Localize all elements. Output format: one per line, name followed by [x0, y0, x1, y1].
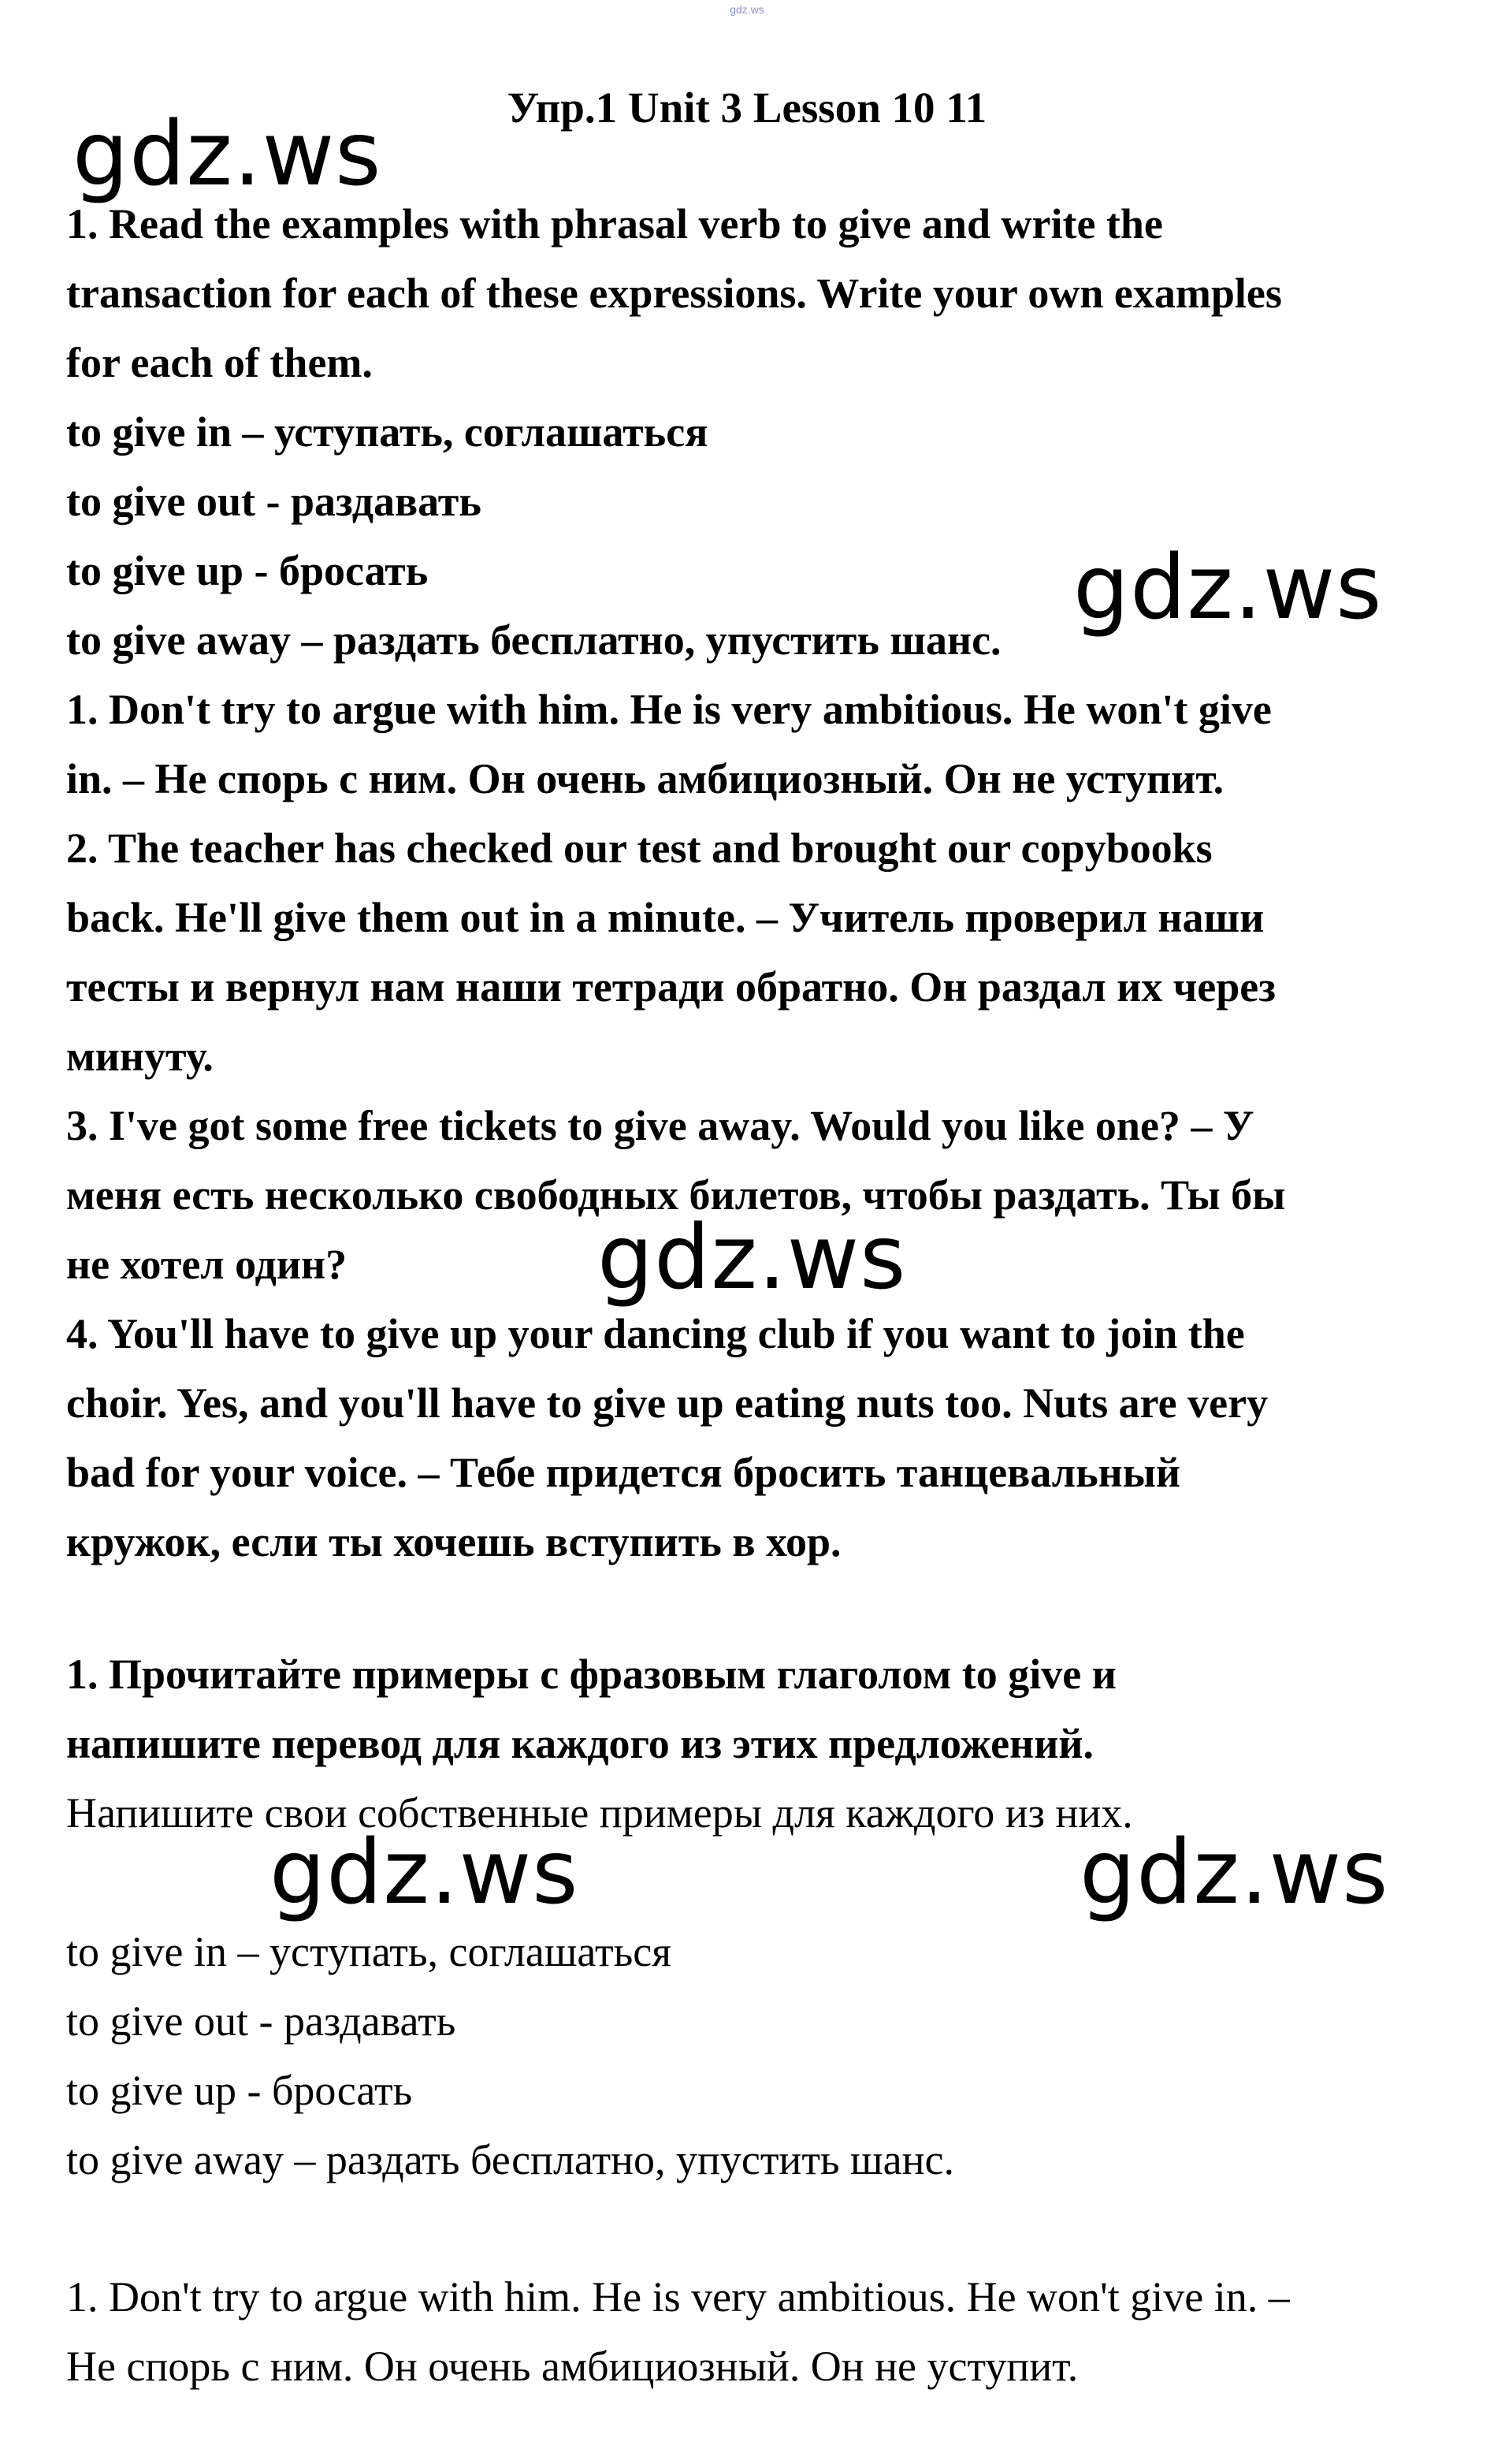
example-line: 2. The teacher has checked our test and brought our copybooks: [66, 824, 1213, 872]
example-line: choir. Yes, and you'll have to give up eating nuts too. Nuts are very: [66, 1379, 1269, 1427]
verb-definition: to give away – раздать бесплатно, упустить шанс.: [66, 616, 1002, 664]
verb-definition: to give away – раздать бесплатно, упустить шанс.: [66, 2136, 954, 2183]
example-line: кружок, если ты хочешь вступить в хор.: [66, 1518, 842, 1565]
task-line: transaction for each of these expressions. Write your own examples: [66, 270, 1282, 317]
task-line: for each of them.: [66, 339, 373, 386]
example-line: in. – Не спорь с ним. Он очень амбициозный. Он не уступит.: [66, 755, 1225, 802]
english-section: [66, 189, 1422, 1576]
watermark-center: gdz.ws: [597, 1207, 907, 1309]
page-title: Упр.1 Unit 3 Lesson 10 11: [507, 84, 987, 132]
watermark-left-2: gdz.ws: [269, 1822, 579, 1924]
watermark-top-left: gdz.ws: [72, 103, 382, 206]
task-line: Напишите свои собственные примеры для каждого из них.: [66, 1789, 1133, 1837]
example-line: тесты и вернул нам наши тетради обратно. Он раздал их через: [66, 963, 1276, 1011]
task-line: напишите перевод для каждого из этих предложений.: [66, 1720, 1094, 1767]
example-line: 1. Don't try to argue with him. He is very ambitious. He won't give: [66, 686, 1272, 733]
example-line: минуту.: [66, 1033, 214, 1080]
verb-definition: to give up - бросать: [66, 547, 429, 594]
russian-verbs: [66, 1917, 1422, 2194]
verb-definition: to give out - раздавать: [66, 478, 481, 525]
example-line: не хотел один?: [66, 1241, 347, 1288]
example-line: 4. You'll have to give up your dancing club if you want to join the: [66, 1310, 1245, 1357]
russian-examples: [66, 2262, 1422, 2401]
watermark-right-1: gdz.ws: [1073, 537, 1383, 639]
example-line: 1. Don't try to argue with him. He is very ambitious. He won't give in. –: [66, 2273, 1290, 2321]
example-line: back. He'll give them out in a minute. – Учитель проверил наши: [66, 894, 1265, 941]
example-line: bad for your voice. – Тебе придется бросить танцевальный: [66, 1449, 1181, 1496]
russian-task-heading: [66, 1640, 1422, 1778]
top-watermark: gdz.ws: [730, 3, 764, 16]
verb-definition: to give in – уступать, соглашаться: [66, 1928, 671, 1975]
task-line: 1. Прочитайте примеры с фразовым глаголом to give и: [66, 1651, 1117, 1698]
example-line: 3. I've got some free tickets to give away. Would you like one? – У: [66, 1102, 1254, 1149]
verb-definition: to give in – уступать, соглашаться: [66, 408, 708, 456]
watermark-right-2: gdz.ws: [1080, 1822, 1389, 1924]
task-line: 1. Read the examples with phrasal verb to give and write the: [66, 200, 1163, 248]
example-line: Не спорь с ним. Он очень амбициозный. Он не уступит.: [66, 2343, 1079, 2390]
verb-definition: to give out - раздавать: [66, 1997, 456, 2045]
verb-definition: to give up - бросать: [66, 2067, 413, 2114]
russian-task-instruction: [66, 1778, 1422, 1848]
example-line: меня есть несколько свободных билетов, чтобы раздать. Ты бы: [66, 1171, 1286, 1219]
